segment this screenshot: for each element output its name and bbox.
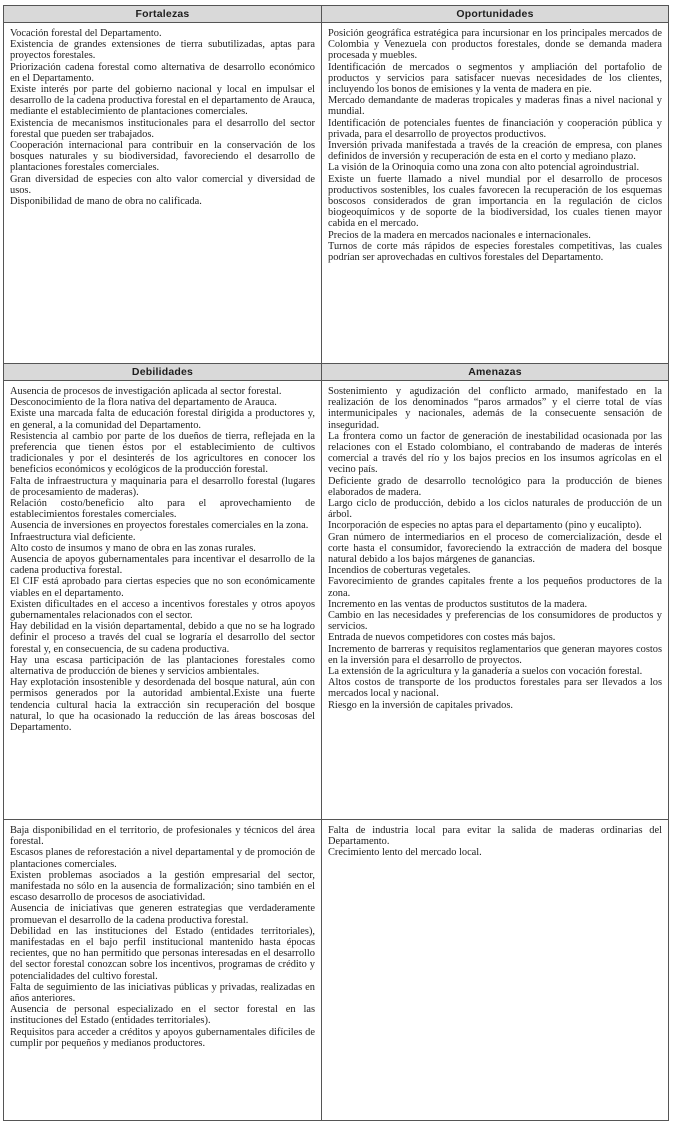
amenazas-1-item: La frontera como un factor de generación de inestabilidad ocasionada por las relaciones con el Estado colombiano, el contrabando de maderas de interés comercial a través del río y los bajos precios en los insumos agrícolas en el vecino país. xyxy=(328,430,662,476)
debilidades-1-item: Ausencia de inversiones en proyectos forestales comerciales en la zona. xyxy=(10,520,309,532)
amenazas-2-item: Falta de industria local para evitar la salida de maderas ordinarias del Departamento. xyxy=(328,825,662,848)
fortalezas-item: Existe interés por parte del gobierno nacional y local en impulsar el desarrollo de la cadena productiva forestal en el departamento de Arauca, mediante el establecimiento de plantaciones comerciales. xyxy=(10,84,315,118)
amenazas-1-item: Sostenimiento y agudización del conflicto armado, manifestado en la realización de los denominados “paros armados” y el cierre total de vías intermunicipales y nacionales, además de la consecuente sensación de inseguridad. xyxy=(328,386,662,431)
debilidades-2-item: Ausencia de iniciativas que generen estrategias que verdaderamente promuevan el desarrollo de la cadena productiva forestal. xyxy=(10,903,315,926)
amenazas-1-item: Gran número de intermediarios en el proceso de comercialización, desde el corte hasta el consumidor, favoreciendo la extracción de madera del bosque natural debido a los bajos márgenes de ganancias. xyxy=(328,531,662,566)
amenazas-1-item: Largo ciclo de producción, debido a los ciclos naturales de producción de un árbol. xyxy=(328,498,662,521)
fortalezas-item: Existencia de grandes extensiones de tierra subutilizadas, aptas para proyectos forestales. xyxy=(10,39,315,62)
debilidades-2-item: Baja disponibilidad en el territorio, de profesionales y técnicos del área forestal. xyxy=(10,825,315,848)
list-debilidades-2 xyxy=(4,820,321,1053)
row-debilidades-amenazas-2 xyxy=(4,820,669,1121)
header-oportunidades: Oportunidades xyxy=(322,6,669,23)
row-debilidades-amenazas-1 xyxy=(4,381,669,820)
amenazas-1-item: Altos costos de transporte de los productos forestales para ser llevados a los mercados local y nacional. xyxy=(328,677,662,700)
amenazas-1-item: Favorecimiento de grandes capitales frente a los pequeños productores de la zona. xyxy=(328,576,662,599)
list-amenazas-1 xyxy=(322,381,668,715)
row-fortalezas-oportunidades xyxy=(4,23,669,364)
cell-debilidades-1 xyxy=(4,381,322,820)
list-amenazas-2 xyxy=(322,820,668,863)
oportunidades-item: Inversión privada manifestada a través de la creación de empresa, con planes definidos de inversión y recuperación de esta en el corto y mediano plazo. xyxy=(328,140,662,163)
debilidades-2-item: Ausencia de personal especializado en el sector forestal en las instituciones del Estado (entidades territoriales). xyxy=(10,1004,315,1027)
cell-amenazas-2 xyxy=(322,820,669,1121)
header-fortalezas: Fortalezas xyxy=(4,6,322,23)
debilidades-1-item: Falta de infraestructura y maquinaria para el desarrollo forestal (lugares de procesamiento de maderas). xyxy=(10,475,315,498)
amenazas-1-item: Riesgo en la inversión de capitales privados. xyxy=(328,699,513,711)
list-debilidades-1 xyxy=(4,381,321,737)
header-amenazas: Amenazas xyxy=(322,364,669,381)
debilidades-1-item: Infraestructura vial deficiente. xyxy=(10,531,136,543)
fortalezas-item: Disponibilidad de mano de obra no calificada. xyxy=(10,196,202,208)
oportunidades-item: Precios de la madera en mercados nacionales e internacionales. xyxy=(328,229,591,241)
cell-amenazas-1 xyxy=(322,381,669,820)
debilidades-1-item: Desconocimiento de la flora nativa del departamento de Arauca. xyxy=(10,397,277,409)
debilidades-1-item: Ausencia de procesos de investigación aplicada al sector forestal. xyxy=(10,386,282,397)
fortalezas-item: Existencia de mecanismos institucionales para el desarrollo del sector forestal que pueden ser trabajados. xyxy=(10,117,315,140)
list-oportunidades xyxy=(322,23,668,267)
list-fortalezas xyxy=(4,23,321,211)
header-debilidades: Debilidades xyxy=(4,364,322,381)
debilidades-1-item: Existen dificultades en el acceso a incentivos forestales y otros apoyos gubernamentales relacionados con el sector. xyxy=(10,598,315,622)
debilidades-2-item: Falta de seguimiento de las iniciativas públicas y privadas, realizadas en años anteriores. xyxy=(10,981,315,1005)
debilidades-2-item: Existen problemas asociados a la gestión empresarial del sector, manifestada no sólo en la ausencia de formalización; sino también en el escaso desarrollo de procesos de asociatividad. xyxy=(10,869,315,904)
oportunidades-item: Existe un fuerte llamado a nivel mundial por el desarrollo de procesos productivos sostenibles, los cuales favorecen la recuperación de los esquemas boscosos considerados de gran importancia en la regulación de ciclos biogeoquímicos y de soporte de la biodiversidad, los cuales tienen mayor cabida en el mercado. xyxy=(328,173,662,230)
amenazas-1-item: Cambio en las necesidades y preferencias de los consumidores de productos y servicios. xyxy=(328,610,662,633)
cell-debilidades-2 xyxy=(4,820,322,1121)
oportunidades-item: Mercado demandante de maderas tropicales y maderas finas a nivel nacional y mundial. xyxy=(328,95,662,118)
amenazas-1-item: Incendios de coberturas vegetales. xyxy=(328,565,471,577)
amenazas-1-item: Deficiente grado de desarrollo tecnológico para la producción de bienes elaborados de madera. xyxy=(328,475,662,498)
fortalezas-item: Vocación forestal del Departamento. xyxy=(10,28,162,39)
swot-table xyxy=(3,5,669,1121)
oportunidades-item: La visión de la Orinoquia como una zona con alto potencial agroindustrial. xyxy=(328,162,640,174)
fortalezas-item: Priorización cadena forestal como alternativa de desarrollo económico en el Departamento. xyxy=(10,61,315,84)
amenazas-1-item: Incremento en las ventas de productos sustitutos de la madera. xyxy=(328,598,588,610)
cell-fortalezas xyxy=(4,23,322,364)
oportunidades-item: Posición geográfica estratégica para incursionar en los principales mercados de Colombia y Venezuela con productos forestales, donde se demanda madera procesada y muebles. xyxy=(328,28,662,62)
debilidades-1-item: Alto costo de insumos y mano de obra en las zonas rurales. xyxy=(10,542,256,554)
oportunidades-item: Identificación de mercados o segmentos y ampliación del portafolio de productos y servicios para satisfacer nuevas necesidades de los clientes, incluyendo los bonos de emisiones y la venta de madera en pie. xyxy=(328,61,662,96)
debilidades-1-item: Relación costo/beneficio alto para el aprovechamiento de establecimientos forestales comerciales. xyxy=(10,498,315,521)
debilidades-1-item: Hay una escasa participación de las plantaciones forestales como alternativa de producción de bienes y servicios ambientales. xyxy=(10,654,315,678)
debilidades-1-item: Resistencia al cambio por parte de los dueños de tierra, reflejada en la preferencia que tienen éstos por el establecimiento de cultivos tradicionales y por el desinterés de los agricultores en conocer los beneficios económicos y ecológicos de la producción forestal. xyxy=(10,430,315,476)
oportunidades-item: Turnos de corte más rápidos de especies forestales competitivas, las cuales podrían ser aprovechadas en cultivos forestales del Departamento. xyxy=(328,240,662,264)
debilidades-1-item: Hay debilidad en la visión departamental, debido a que no se ha logrado definir el proceso a través del cual se lograría el desarrollo del sector forestal y, en consecuencia, de su cadena productiva. xyxy=(10,621,315,655)
oportunidades-item: Identificación de potenciales fuentes de financiación y cooperación pública y privada, para el desarrollo de proyectos productivos. xyxy=(328,117,662,140)
amenazas-1-item: Incorporación de especies no aptas para el departamento (pino y eucalipto). xyxy=(328,520,642,532)
debilidades-2-item: Debilidad en las instituciones del Estado (entidades territoriales), manifestadas en el bajo perfil institucional mantenido hasta épocas recientes, que no han permitido que personas interesadas en el desarrollo del sector forestal conozcan sobre los incentivos, programas de crédito y potencialidades del cultivo forestal. xyxy=(10,925,315,982)
header-row-bottom xyxy=(4,364,669,381)
amenazas-2-item: Crecimiento lento del mercado local. xyxy=(328,847,482,859)
fortalezas-item: Gran diversidad de especies con alto valor comercial y diversidad de usos. xyxy=(10,173,315,196)
debilidades-2-item: Escasos planes de reforestación a nivel departamental y de promoción de plantaciones comerciales. xyxy=(10,847,315,870)
amenazas-1-item: La extensión de la agricultura y la ganadería a suelos con vocación forestal. xyxy=(328,666,643,678)
debilidades-1-item: Ausencia de apoyos gubernamentales para incentivar el desarrollo de la cadena productiva forestal. xyxy=(10,554,315,577)
header-row-top xyxy=(4,6,669,23)
debilidades-1-item: Existe una marcada falta de educación forestal dirigida a productores y, en general, a la comunidad del Departamento. xyxy=(10,408,315,431)
amenazas-1-item: Incremento de barreras y requisitos reglamentarios que generan mayores costos en la inversión para el desarrollo de proyectos. xyxy=(328,643,662,666)
debilidades-2-item: Requisitos para acceder a créditos y apoyos gubernamentales difíciles de cumplir por pequeños y medianos productores. xyxy=(10,1026,315,1049)
amenazas-1-item: Entrada de nuevos competidores con costes más bajos. xyxy=(328,632,556,644)
debilidades-1-item: El CIF está aprobado para ciertas especies que no son económicamente viables en el departamento. xyxy=(10,576,315,599)
debilidades-1-item: Hay explotación insostenible y desordenada del bosque natural, aún con permisos generados por la autoridad ambiental.Existe una fuerte tendencia cultural hacia la extracción sin recuperación del bosque natural, lo que ha ocasionado la reducción de las áreas boscosas del Departamento. xyxy=(10,677,315,734)
cell-oportunidades xyxy=(322,23,669,364)
fortalezas-item: Cooperación internacional para contribuir en la conservación de los bosques naturales y su biodiversidad, favoreciendo el desarrollo de plantaciones forestales comerciales. xyxy=(10,140,315,174)
